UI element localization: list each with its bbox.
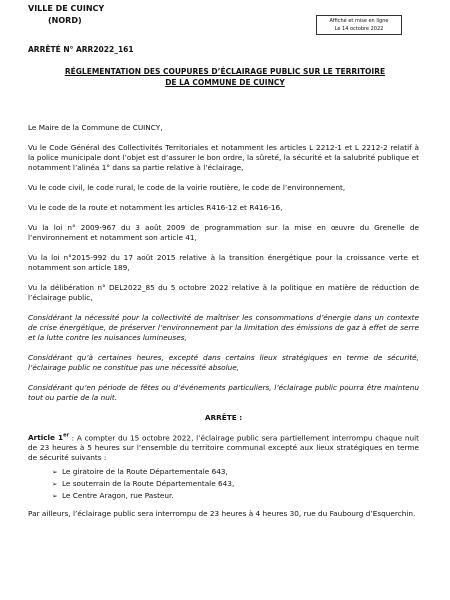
stamp-line-2: Le 14 octobre 2022 — [334, 26, 384, 32]
arrow-bullet-icon: ➢ — [52, 492, 58, 501]
considerant-paragraph: Considérant la nécessité pour la collectivité de maîtriser les consommations d’énergie dans un contexte de crise énergétique, de préserver l’environnement par la limitation des émissions de gaz à effet de serre et la lutte contre les nuisances lumineuses, — [28, 313, 419, 342]
list-item: ➢ Le souterrain de la Route Départementale 643, — [52, 479, 235, 489]
list-item: ➢ Le Centre Aragon, rue Pasteur. — [52, 491, 174, 501]
considerant-paragraph: Considérant qu’à certaines heures, excepté dans certains lieux stratégiques en terme de sécurité, l’éclairage public ne constitue pas une nécessité absolue, — [28, 353, 419, 372]
arrete-heading: ARRÊTE : — [204, 413, 243, 422]
arrete-number: ARRÊTÉ N° ARR2022_161 — [28, 45, 134, 54]
preamble-paragraph: Vu le code civil, le code rural, le code de la voirie routière, le code de l’environnement, — [28, 183, 346, 192]
preamble-paragraph: Vu la délibération n° DEL2022_85 du 5 octobre 2022 relative à la politique en matière de réduction de l’éclairage public, — [28, 283, 419, 302]
departement: (NORD) — [48, 16, 82, 25]
preamble-paragraph: Vu le Code Général des Collectivités Territoriales et notamment les articles L 2212-1 et L 2212-2 relatif à la police municipale dont l’objet est d’assurer le bon ordre, la sûreté, la sécurité et la salubrité publique et notamment l’alinéa 1° dans sa partie relative à l’éclairage, — [28, 143, 419, 172]
article-1 — [28, 431, 419, 463]
article-1-closing: Par ailleurs, l’éclairage public sera interrompu de 23 heures à 4 heures 30, rue du Faubourg d’Esquerchin. — [28, 509, 416, 519]
title-line-1: RÉGLEMENTATION DES COUPURES D’ÉCLAIRAGE PUBLIC SUR LE TERRITOIRE — [64, 67, 386, 76]
strategic-sites-list — [28, 467, 419, 501]
title-line-2: DE LA COMMUNE DE CUINCY — [165, 78, 285, 87]
document-title — [40, 66, 410, 88]
stamp-line-1: Affiché et mise en ligne — [329, 18, 389, 24]
document-body — [28, 123, 419, 529]
publication-stamp — [316, 15, 402, 35]
list-item: ➢ Le giratoire de la Route Départementale 643, — [52, 467, 228, 477]
preamble-paragraph: Vu la loi n°2015-992 du 17 août 2015 relative à la transition énergétique pour la croissance verte et notamment son article 189, — [28, 253, 419, 272]
arrow-bullet-icon: ➢ — [52, 480, 58, 489]
preamble-paragraph: Le Maire de la Commune de CUINCY, — [28, 123, 163, 132]
considerant-paragraph: Considérant qu’en période de fêtes ou d’événements particuliers, l’éclairage public pourra être maintenu tout ou partie de la nuit. — [28, 383, 419, 402]
commune-header — [28, 3, 104, 27]
commune-name: VILLE DE CUINCY — [28, 4, 105, 13]
preamble-paragraph: Vu la loi n° 2009-967 du 3 août 2009 de programmation sur la mise en œuvre du Grenelle de l’environnement et notamment son article 41, — [28, 223, 419, 242]
article-1-text: : A compter du 15 octobre 2022, l’éclairage public sera partiellement interrompu chaque nuit de 23 heures à 5 heures sur l’ensemble du territoire communal excepté aux lieux stratégiques en terme de sécurité suivants : — [28, 433, 419, 463]
article-1-label: Article 1er — [28, 433, 69, 443]
preamble-paragraph: Vu le code de la route et notamment les articles R416-12 et R416-16, — [28, 203, 283, 212]
arrow-bullet-icon: ➢ — [52, 468, 58, 477]
